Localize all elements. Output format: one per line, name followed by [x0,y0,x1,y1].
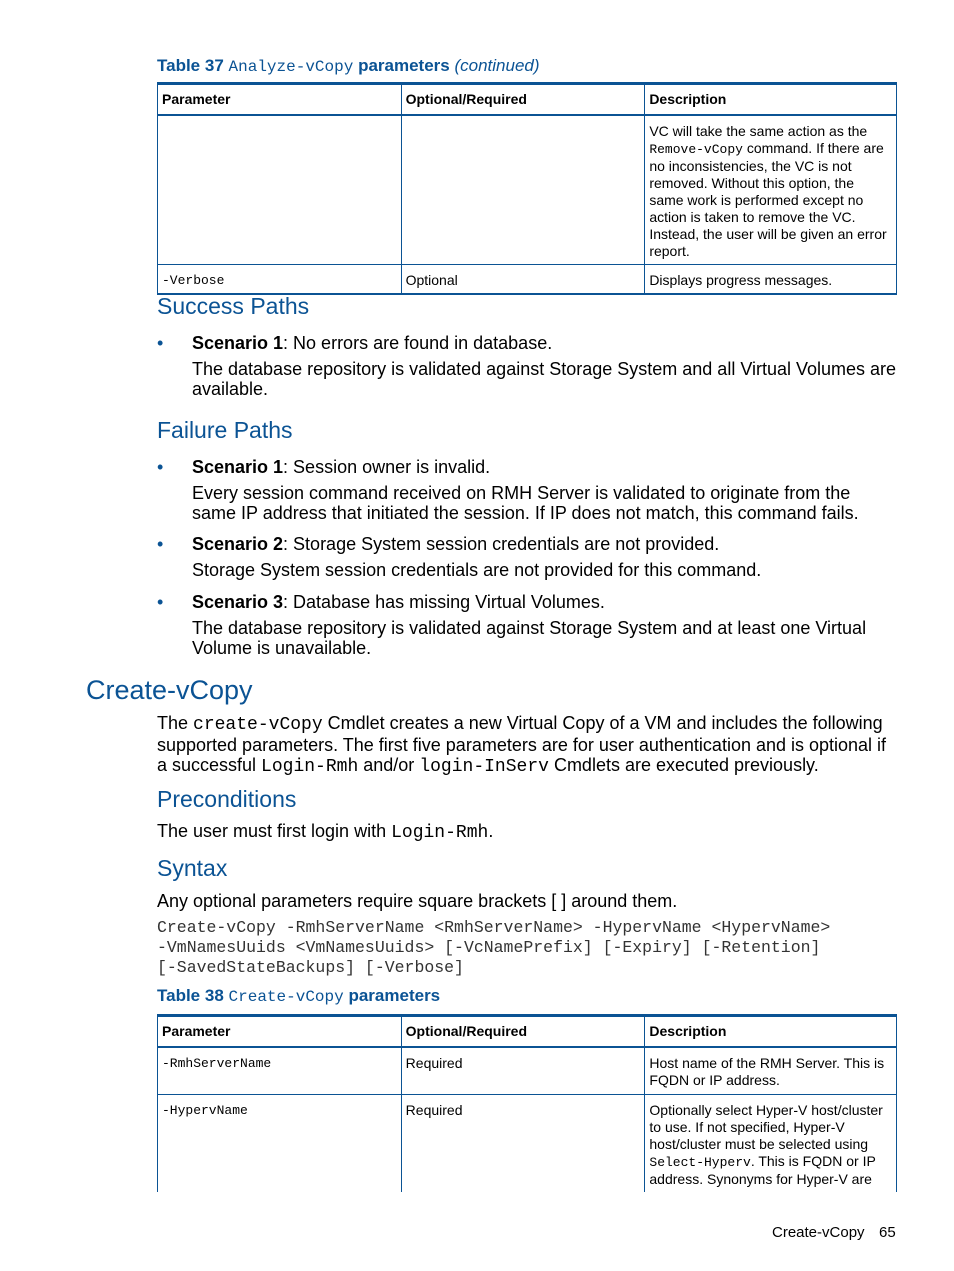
page-number: 65 [879,1224,896,1241]
failure-paths-heading: Failure Paths [157,417,293,443]
syntax-code-block: Create-vCopy -RmhServerName <RmhServerName> -HypervName <HypervName> -VmNamesUuids <VmNamesUuids> [-VcNamePrefix] [-Expiry] [-Retention] [-SavedStateBackups] [-Verbose] [157,918,831,977]
success-paths-heading: Success Paths [157,293,310,319]
col-header-parameter: Parameter [158,1016,402,1048]
bullet-icon: • [157,534,164,554]
req-cell [401,115,645,265]
col-header-optional-required: Optional/Required [401,1016,645,1048]
table37-caption: Table 37 Analyze-vCopy parameters (continued) [157,56,540,76]
col-header-optional-required: Optional/Required [401,84,645,116]
table38-caption: Table 38 Create-vCopy parameters [157,986,441,1006]
param-cell: -RmhServerName [158,1047,402,1094]
create-vcopy-heading: Create-vCopy [86,675,253,705]
syntax-text: Any optional parameters require square brackets [ ] around them. [157,891,678,911]
req-cell: Required [401,1094,645,1192]
table-row [158,1094,897,1192]
col-header-description: Description [645,84,897,116]
bullet-icon: • [157,333,164,353]
table-row [158,1047,897,1094]
param-cell [158,115,402,265]
table38 [157,1014,897,1192]
param-cell: -Verbose [158,265,402,295]
bullet-icon: • [157,457,164,477]
desc-cell: Displays progress messages. [645,265,897,295]
table37 [157,82,897,295]
footer-section-name: Create-vCopy [772,1224,865,1241]
bullet-icon: • [157,592,164,612]
preconditions-heading: Preconditions [157,786,297,812]
table-row [158,115,897,265]
preconditions-text: The user must first login with Login-Rmh. [157,821,494,843]
desc-cell: Host name of the RMH Server. This is FQDN or IP address. [645,1047,897,1094]
col-header-parameter: Parameter [158,84,402,116]
syntax-heading: Syntax [157,855,228,881]
req-cell: Optional [401,265,645,295]
req-cell: Required [401,1047,645,1094]
desc-cell: VC will take the same action as the Remove-vCopy command. If there are no inconsistencies, the VC is not removed. Without this option, the same work is performed except no action is taken to remove the VC. Instead, the user will be given an error report. [645,115,897,265]
desc-cell: Optionally select Hyper-V host/cluster to use. If not specified, Hyper-V host/cluster must be selected using Select-Hyperv. This is FQDN or IP address. Synonyms for Hyper-V are [645,1094,897,1192]
param-cell: -HypervName [158,1094,402,1192]
create-vcopy-intro: The create-vCopy Cmdlet creates a new Virtual Copy of a VM and includes the following supported parameters. The first five parameters are for user authentication and is optional if a successful Login-Rmh and/or login-InServ Cmdlets are executed previously. [157,713,887,777]
table-row [158,265,897,295]
col-header-description: Description [645,1016,897,1048]
